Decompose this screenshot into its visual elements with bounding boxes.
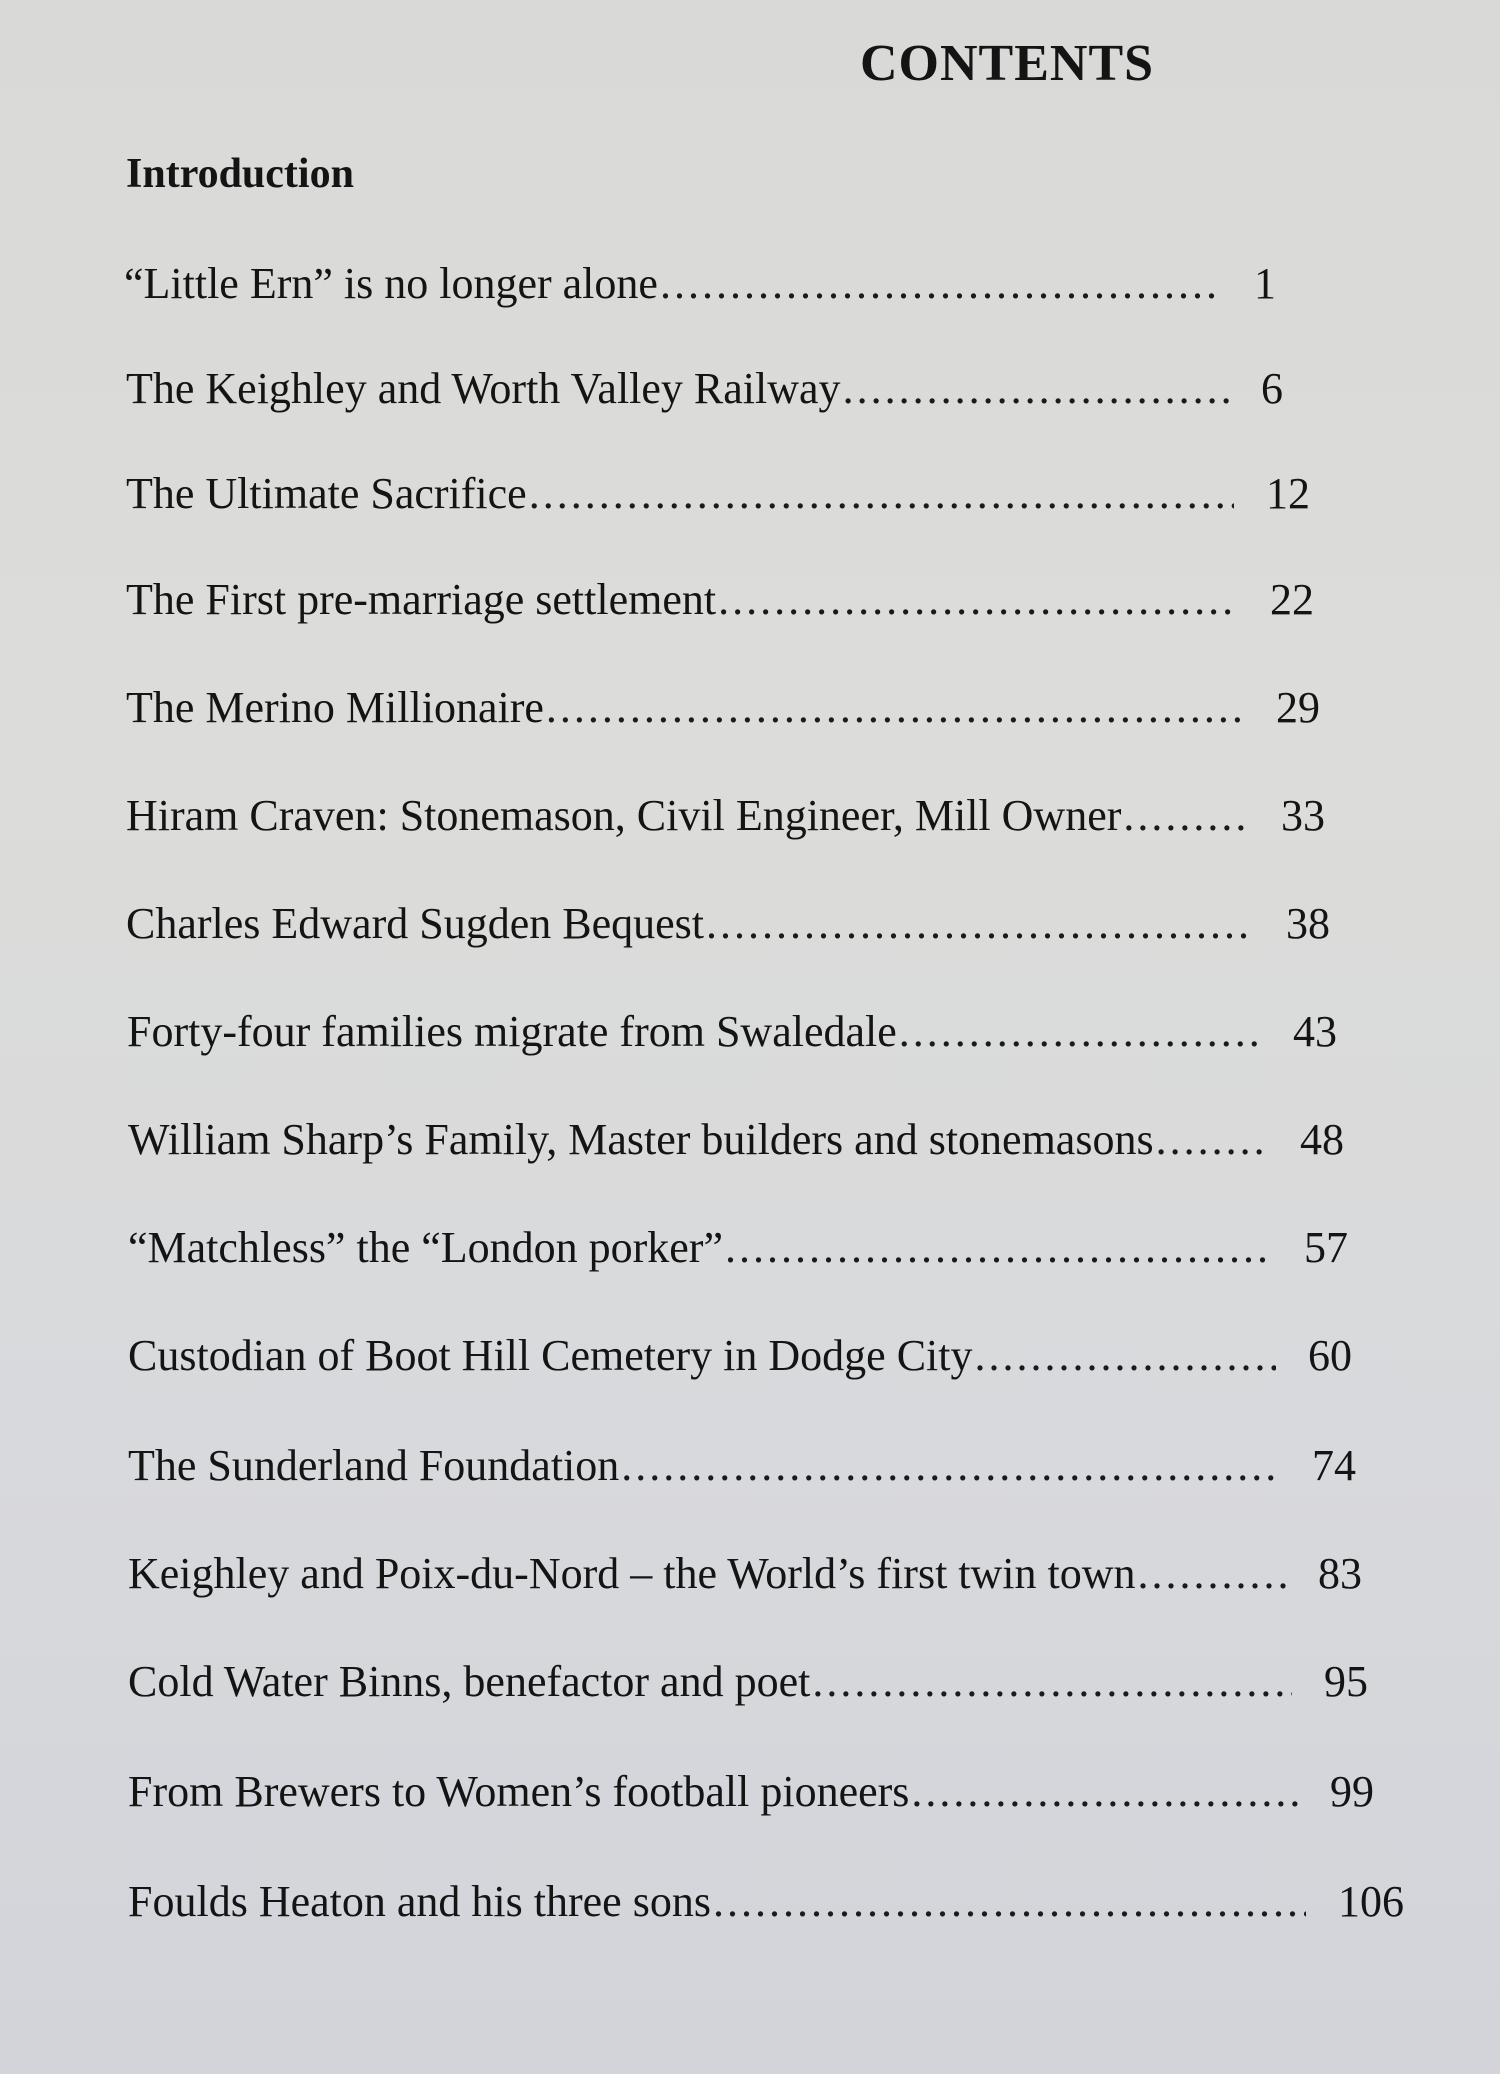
toc-entry <box>128 1330 1408 1381</box>
toc-entry <box>126 898 1386 949</box>
toc-entry-page: 99 <box>1330 1767 1374 1816</box>
toc-entry-page: 83 <box>1318 1549 1362 1598</box>
toc-entry-page: 106 <box>1338 1877 1404 1926</box>
page-title: CONTENTS <box>860 35 1155 92</box>
toc-entry-title: Keighley and Poix-du-Nord – the World’s first twin town <box>128 1549 1136 1598</box>
toc-entry <box>128 1656 1424 1707</box>
toc-leader-dots <box>718 574 1238 625</box>
toc-entry-page: 12 <box>1266 469 1310 518</box>
toc-entry <box>128 1222 1404 1273</box>
toc-entry-title: Custodian of Boot Hill Cemetery in Dodge City <box>128 1331 973 1380</box>
toc-entry-page: 38 <box>1286 899 1330 948</box>
toc-entry-page: 1 <box>1254 259 1276 308</box>
toc-leader-dots <box>812 1656 1292 1707</box>
toc-entry-title: The Sunderland Foundation <box>128 1441 620 1490</box>
toc-entry-title: “Little Ern” is no longer alone <box>124 259 658 308</box>
toc-entry-page: 43 <box>1293 1007 1337 1056</box>
toc-entry-title: The Keighley and Worth Valley Railway <box>126 364 841 413</box>
toc-entry-title: Forty-four families migrate from Swaledale <box>127 1007 897 1056</box>
toc-entry-page: 6 <box>1261 364 1283 413</box>
toc-leader-dots <box>713 1876 1306 1927</box>
toc-entry <box>127 1006 1393 1057</box>
toc-leader-dots <box>843 363 1229 414</box>
toc-entry-page: 22 <box>1270 575 1314 624</box>
toc-leader-dots <box>725 1222 1272 1273</box>
toc-entry-title: The First pre-marriage settlement <box>126 575 717 624</box>
toc-leader-dots <box>1138 1548 1286 1599</box>
toc-entry-page: 95 <box>1324 1657 1368 1706</box>
toc-entry-title: “Matchless” the “London porker” <box>128 1223 723 1272</box>
toc-entry <box>126 468 1366 519</box>
toc-entry <box>128 1876 1438 1927</box>
toc-leader-dots <box>621 1440 1280 1491</box>
toc-entry-title: Foulds Heaton and his three sons <box>128 1877 711 1926</box>
toc-leader-dots <box>975 1330 1277 1381</box>
toc-entry <box>128 1766 1430 1817</box>
toc-entry-page: 48 <box>1300 1115 1344 1164</box>
toc-entry <box>128 1114 1400 1165</box>
toc-entry-page: 60 <box>1308 1331 1352 1380</box>
toc-leader-dots <box>706 898 1254 949</box>
toc-entry-page: 74 <box>1312 1441 1356 1490</box>
toc-leader-dots <box>660 258 1222 309</box>
toc-leader-dots <box>1156 1114 1268 1165</box>
toc-entry <box>128 1548 1418 1599</box>
toc-entry-title: From Brewers to Women’s football pioneers <box>128 1767 910 1816</box>
toc-leader-dots <box>546 682 1244 733</box>
toc-leader-dots <box>899 1006 1261 1057</box>
toc-entry-title: The Ultimate Sacrifice <box>126 469 527 518</box>
toc-entry <box>126 682 1376 733</box>
toc-leader-dots <box>529 468 1234 519</box>
toc-entry <box>124 258 1354 309</box>
toc-entry <box>126 790 1381 841</box>
introduction-heading: Introduction <box>126 151 354 197</box>
toc-entry-page: 29 <box>1276 683 1320 732</box>
toc-leader-dots <box>911 1766 1298 1817</box>
toc-entry <box>128 1440 1412 1491</box>
toc-entry-title: Charles Edward Sugden Bequest <box>126 899 704 948</box>
toc-entry <box>126 574 1370 625</box>
toc-entry-page: 57 <box>1304 1223 1348 1272</box>
toc-leader-dots <box>1123 790 1249 841</box>
toc-entry-title: The Merino Millionaire <box>126 683 544 732</box>
toc-entry <box>126 363 1361 414</box>
toc-entry-title: Cold Water Binns, benefactor and poet <box>128 1657 811 1706</box>
toc-entry-page: 33 <box>1281 791 1325 840</box>
toc-entry-title: Hiram Craven: Stonemason, Civil Engineer, Mill Owner <box>126 791 1122 840</box>
toc-entry-title: William Sharp’s Family, Master builders and stonemasons <box>128 1115 1154 1164</box>
